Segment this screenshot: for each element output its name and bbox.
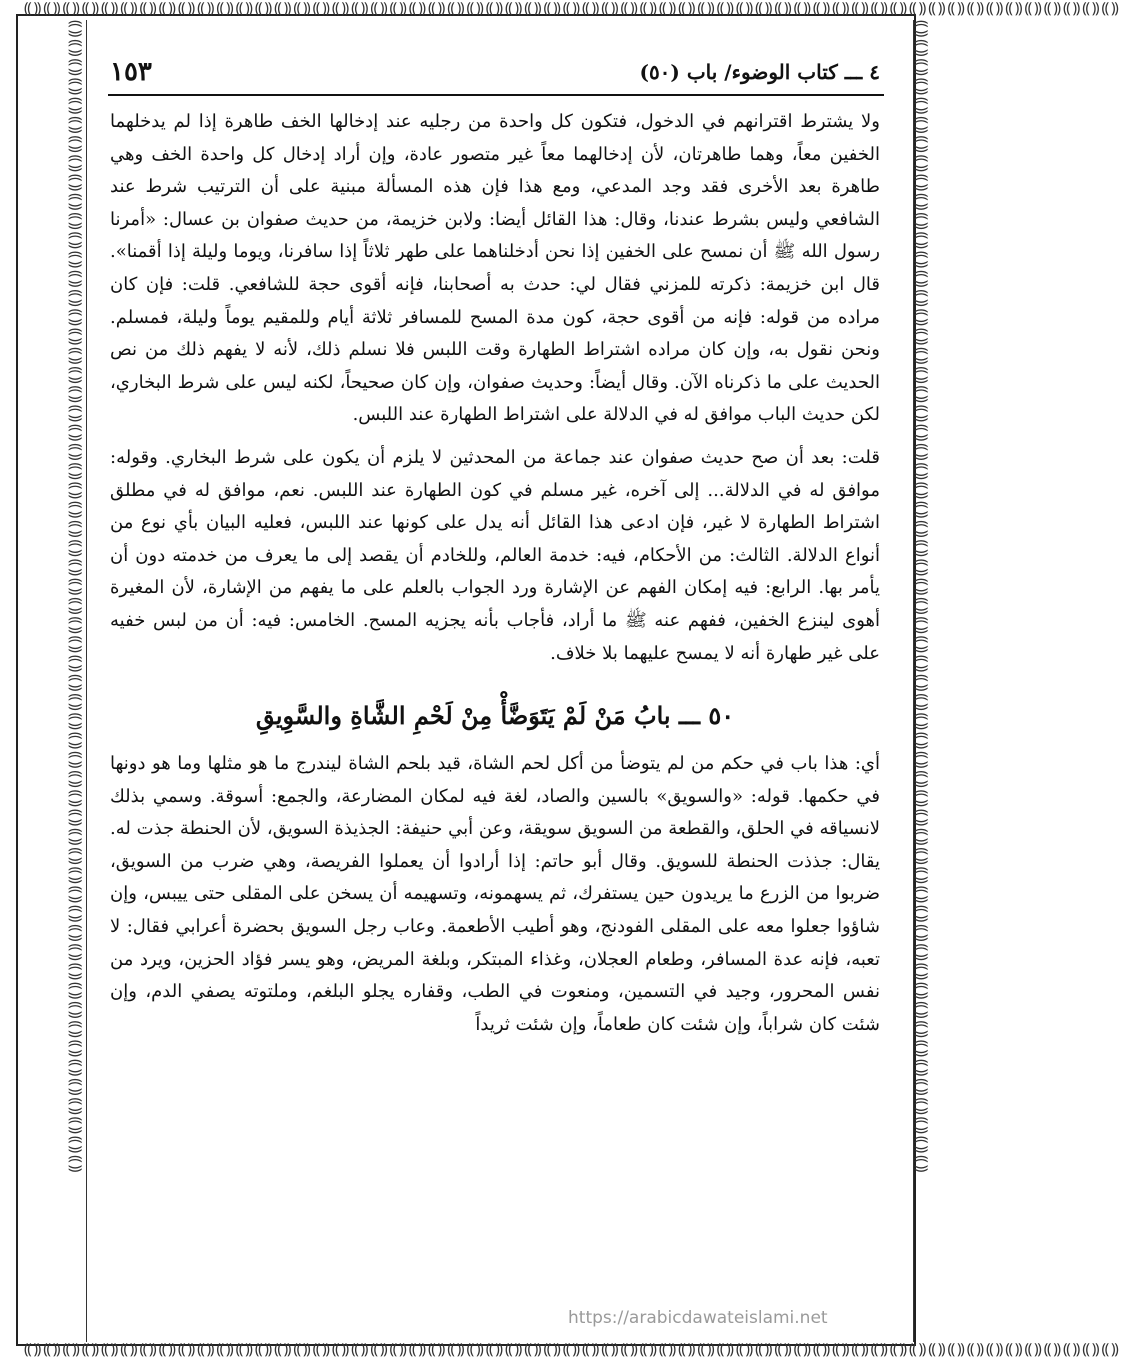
header-rule bbox=[108, 94, 884, 96]
body-paragraph: قلت: بعد أن صح حديث صفوان عند جماعة من المحدثين لا يلزم أن يكون على شرط البخاري. وقوله: موافق له في الدلالة... إلى آخره، غير مسلم في كون الطهارة عند اللبس. نعم، موافق له في مطلق اشتراط الطهارة لا غير، فإن ادعى هذا القائل أنه يدل على كونها عند اللبس، فعليه البيان بأي نوع من أنواع الدلالة. الثالث: من الأحكام، فيه: خدمة العالم، وللخادم أن يقصد إلى ما يعرف من خدمته دون أن يأمر بها. الرابع: فيه إمكان الفهم عن الإشارة ورد الجواب بالعلم على ما يفهم من الإشارة، لأن المغيرة أهوى لينزع الخفين، ففهم عنه ﷺ ما أراد، فأجاب بأنه يجزيه المسح. الخامس: فيه: أن من لبس خفيه على غير طهارة أنه لا يمسح عليهما بلا خلاف. bbox=[110, 446, 880, 664]
bottom-ornament-border: ⸨⸩⸨⸩⸨⸩⸨⸩⸨⸩⸨⸩⸨⸩⸨⸩⸨⸩⸨⸩⸨⸩⸨⸩⸨⸩⸨⸩⸨⸩⸨⸩⸨⸩⸨⸩⸨⸩⸨⸩⸨⸩⸨⸩⸨⸩⸨⸩⸨⸩⸨⸩⸨⸩⸨⸩⸨⸩⸨⸩⸨⸩⸨⸩⸨⸩⸨⸩⸨⸩⸨⸩⸨⸩⸨⸩⸨⸩⸨⸩⸨⸩⸨⸩⸨⸩⸨⸩⸨⸩⸨⸩⸨⸩⸨⸩⸨⸩⸨⸩⸨⸩⸨⸩⸨⸩⸨⸩⸨⸩⸨⸩⸨⸩ bbox=[24, 1340, 1121, 1358]
page-body bbox=[110, 106, 880, 1332]
body-paragraph: ولا يشترط اقترانهم في الدخول، فتكون كل واحدة من رجليه عند إدخالها الخف طاهرة إذا لم يدخلهما الخفين معاً، وهما طاهرتان، لأن إدخالهما معاً غير متصور عادة، وإن أراد إدخال كل واحدة الخف وهي طاهرة بعد الأخرى فقد وجد المدعي، ومع هذا فإن هذه المسألة مبنية على أن الترتيب شرط عند الشافعي وليس بشرط عندنا، وقال: هذا القائل أيضا: ولابن خزيمة، من حديث صفوان بن عسال: «أمرنا رسول الله ﷺ أن نمسح على الخفين إذا نحن أدخلناهما على طهر ثلاثاً إذا سافرنا، ويوما وليلة إذا أقمنا». قال ابن خزيمة: ذكرته للمزني فقال لي: حدث به أصحابنا، فإنه أقوى حجة للشافعي. قلت: فإن كان مراده من قوله: فإنه من أقوى حجة، كون مدة المسح للمسافر ثلاثة أيام وللمقيم يوماً وليلة، فمسلم. ونحن نقول به، وإن كان مراده اشتراط الطهارة وقت اللبس فلا نسلم ذلك، لأنه لا يفهم ذلك من نص الحديث على ما ذكرناه الآن. وقال أيضاً: وحديث صفوان، وإن كان صحيحاً، لكنه ليس على شرط البخاري، لكن حديث الباب موافق له في الدلالة على اشتراط الطهارة عند اللبس. bbox=[110, 111, 880, 426]
left-ornament-border: ⸨⸩⸨⸩⸨⸩⸨⸩⸨⸩⸨⸩⸨⸩⸨⸩⸨⸩⸨⸩⸨⸩⸨⸩⸨⸩⸨⸩⸨⸩⸨⸩⸨⸩⸨⸩⸨⸩⸨⸩⸨⸩⸨⸩⸨⸩⸨⸩⸨⸩⸨⸩⸨⸩⸨⸩⸨⸩⸨⸩⸨⸩⸨⸩⸨⸩⸨⸩⸨⸩⸨⸩⸨⸩⸨⸩⸨⸩⸨⸩⸨⸩⸨⸩⸨⸩⸨⸩⸨⸩⸨⸩⸨⸩⸨⸩⸨⸩⸨⸩⸨⸩⸨⸩⸨⸩⸨⸩⸨⸩⸨⸩⸨⸩⸨⸩⸨⸩⸨⸩ bbox=[67, 20, 85, 1175]
top-ornament-border: ⸨⸩⸨⸩⸨⸩⸨⸩⸨⸩⸨⸩⸨⸩⸨⸩⸨⸩⸨⸩⸨⸩⸨⸩⸨⸩⸨⸩⸨⸩⸨⸩⸨⸩⸨⸩⸨⸩⸨⸩⸨⸩⸨⸩⸨⸩⸨⸩⸨⸩⸨⸩⸨⸩⸨⸩⸨⸩⸨⸩⸨⸩⸨⸩⸨⸩⸨⸩⸨⸩⸨⸩⸨⸩⸨⸩⸨⸩⸨⸩⸨⸩⸨⸩⸨⸩⸨⸩⸨⸩⸨⸩⸨⸩⸨⸩⸨⸩⸨⸩⸨⸩⸨⸩⸨⸩⸨⸩⸨⸩⸨⸩⸨⸩ bbox=[24, 0, 1121, 17]
chapter-paragraph: أي: هذا باب في حكم من لم يتوضأ من أكل لحم الشاة، قيد بلحم الشاة ليندرج ما هو مثلها وما هو دونها في حكمها. قوله: «والسويق» بالسين والصاد، لغة فيه لمكان المضارعة، والجمع: أسوقة. وسمي بذلك لانسياقه في الحلق، والقطعة من السويق سويقة، وعن أبي حنيفة: الجذيذة السويق، لأن الحنطة جذت له. يقال: جذذت الحنطة للسويق. وقال أبو حاتم: إذا أرادوا أن يعملوا الفريصة، وهي ضرب من السويق، ضربوا من الزرع ما يريدون حين يستفرك، ثم يسهمونه، وتسهيمه أن يسخن على المقلى حتى ييبس، وإن شاؤوا جعلوا معه على المقلى الفودنج، وهو أطيب الأطعمة. وعاب رجل السويق بحضرة أعرابي فقال: لا تعبه، فإنه عدة المسافر، وطعام العجلان، وغذاء المبتكر، وبلغة المريض، وهو يسر فؤاد الحزين، ويرد من نفس المحرور، وجيد في التسمين، ومنعوت في الطب، وقفاره يجلو البلغم، وملتوته يصفي الدم، وإن شئت كان شراباً، وإن شئت كان طعاماً، وإن شئت ثريداً bbox=[110, 753, 880, 1035]
running-title: ٤ ـــ كتاب الوضوء/ باب (٥٠) bbox=[639, 60, 880, 84]
page-header bbox=[110, 52, 880, 92]
chapter-heading: ٥٠ ـــ بابُ مَنْ لَمْ يَتَوَضَّأْ مِنْ لَحْمِ الشَّاةِ والسَّوِيقِ bbox=[255, 701, 735, 731]
page-number: ١٥٣ bbox=[110, 57, 152, 87]
right-ornament-border: ⸨⸩⸨⸩⸨⸩⸨⸩⸨⸩⸨⸩⸨⸩⸨⸩⸨⸩⸨⸩⸨⸩⸨⸩⸨⸩⸨⸩⸨⸩⸨⸩⸨⸩⸨⸩⸨⸩⸨⸩⸨⸩⸨⸩⸨⸩⸨⸩⸨⸩⸨⸩⸨⸩⸨⸩⸨⸩⸨⸩⸨⸩⸨⸩⸨⸩⸨⸩⸨⸩⸨⸩⸨⸩⸨⸩⸨⸩⸨⸩⸨⸩⸨⸩⸨⸩⸨⸩⸨⸩⸨⸩⸨⸩⸨⸩⸨⸩⸨⸩⸨⸩⸨⸩⸨⸩⸨⸩⸨⸩⸨⸩⸨⸩⸨⸩⸨⸩⸨⸩ bbox=[913, 20, 931, 1175]
website-watermark: https://arabicdawateislami.net bbox=[568, 1308, 828, 1328]
